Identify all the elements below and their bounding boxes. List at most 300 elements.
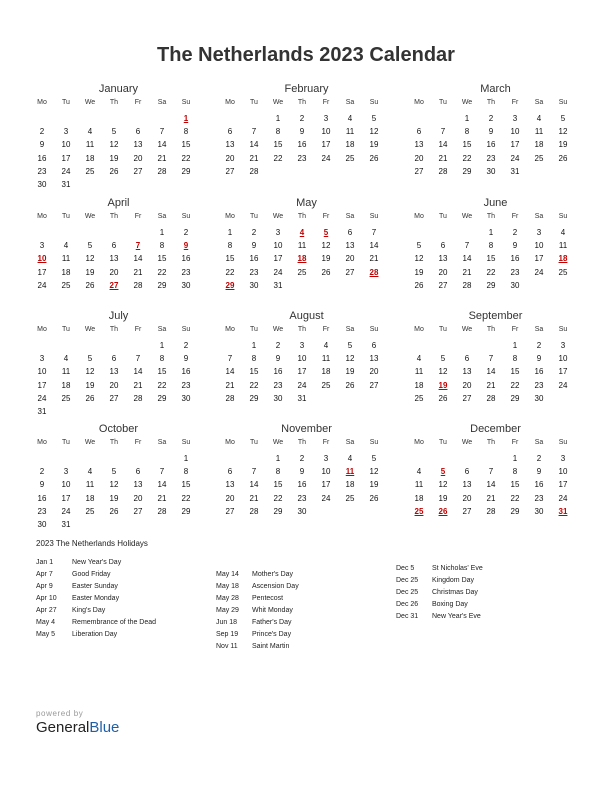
weekday-header: We	[84, 99, 96, 106]
weekday-header: Fr	[511, 99, 519, 106]
day-cell: 5	[87, 241, 93, 251]
day-cell: 20	[133, 493, 143, 503]
day-cell: 11	[534, 127, 544, 137]
day-cell: 21	[462, 267, 472, 277]
holiday-column	[36, 559, 211, 643]
holiday-date: Apr 7	[36, 571, 53, 578]
holiday-row	[396, 613, 571, 625]
day-cell: 1	[159, 228, 165, 237]
day-cell: 10	[273, 241, 283, 251]
day-cell: 27	[414, 166, 424, 176]
day-cell: 4	[87, 467, 93, 477]
holiday-day: 28	[369, 267, 379, 277]
day-cell: 11	[61, 367, 71, 377]
day-cell: 15	[181, 140, 191, 150]
day-cell: 17	[558, 367, 568, 377]
day-cell: 16	[37, 493, 47, 503]
holiday-day: 26	[438, 506, 448, 516]
day-cell: 9	[536, 467, 542, 477]
weekday-header: Fr	[134, 326, 142, 333]
day-cell: 15	[510, 480, 520, 490]
day-cell: 25	[345, 493, 355, 503]
day-cell: 4	[347, 454, 353, 463]
holiday-date: Apr 9	[36, 583, 53, 590]
day-cell: 8	[159, 354, 165, 364]
day-cell: 15	[157, 367, 167, 377]
day-cell: 10	[61, 140, 71, 150]
day-cell: 9	[39, 480, 45, 490]
day-cell: 23	[534, 380, 544, 390]
holiday-row	[396, 601, 571, 613]
weekday-header: Sa	[534, 439, 544, 446]
day-cell: 31	[297, 393, 307, 403]
weekday-header: Su	[181, 439, 191, 446]
day-cell: 14	[486, 480, 496, 490]
day-cell: 22	[249, 380, 259, 390]
day-cell: 11	[414, 480, 424, 490]
day-cell: 17	[297, 367, 307, 377]
weekday-header: Sa	[157, 99, 167, 106]
day-cell: 4	[63, 354, 69, 364]
holiday-date: May 4	[36, 619, 56, 626]
day-cell: 31	[61, 520, 71, 529]
day-cell: 17	[37, 267, 47, 277]
day-cell: 19	[345, 367, 355, 377]
day-cell: 19	[369, 480, 379, 490]
day-cell: 11	[61, 254, 71, 264]
day-cell: 26	[109, 506, 119, 516]
day-cell: 13	[462, 480, 472, 490]
holiday-row	[36, 559, 211, 571]
holiday-row	[216, 631, 391, 643]
day-cell: 12	[369, 467, 379, 477]
holiday-date: Dec 26	[396, 601, 419, 608]
month-name: June	[483, 197, 508, 209]
day-cell: 26	[109, 166, 119, 176]
day-cell: 21	[249, 153, 259, 163]
day-cell: 16	[181, 367, 191, 377]
day-cell: 22	[462, 153, 472, 163]
day-cell: 16	[181, 254, 191, 264]
day-cell: 11	[85, 480, 95, 490]
holiday-column	[396, 565, 571, 625]
holiday-name: Easter Sunday	[72, 583, 118, 590]
day-cell: 23	[486, 153, 496, 163]
month-name: October	[98, 423, 139, 435]
day-cell: 15	[225, 254, 235, 264]
weekday-header: We	[461, 99, 473, 106]
holiday-day: 29	[225, 280, 235, 290]
weekday-header: We	[461, 213, 473, 220]
holiday-row	[36, 571, 211, 583]
day-cell: 3	[560, 341, 566, 350]
day-cell: 16	[486, 140, 496, 150]
day-cell: 21	[157, 153, 167, 163]
day-cell: 9	[299, 467, 305, 477]
holiday-row	[36, 631, 211, 643]
day-cell: 6	[464, 354, 470, 364]
day-cell: 5	[560, 114, 566, 123]
day-cell: 12	[369, 127, 379, 137]
weekday-header: Tu	[62, 99, 70, 106]
holiday-day: 4	[299, 228, 305, 237]
day-cell: 23	[534, 493, 544, 503]
weekday-header: Th	[297, 99, 307, 106]
day-cell: 25	[85, 166, 95, 176]
day-cell: 20	[133, 153, 143, 163]
day-cell: 3	[323, 114, 329, 123]
holiday-day: 19	[438, 380, 448, 390]
day-cell: 9	[183, 354, 189, 364]
day-cell: 13	[414, 140, 424, 150]
month-name: May	[296, 197, 317, 209]
day-cell: 14	[133, 367, 143, 377]
day-cell: 21	[133, 267, 143, 277]
day-cell: 21	[157, 493, 167, 503]
holiday-date: Jun 18	[216, 619, 238, 626]
weekday-header: Su	[558, 439, 568, 446]
day-cell: 13	[462, 367, 472, 377]
day-cell: 23	[297, 493, 307, 503]
day-cell: 26	[85, 393, 95, 403]
day-cell: 25	[345, 153, 355, 163]
day-cell: 13	[133, 140, 143, 150]
day-cell: 27	[133, 166, 143, 176]
holiday-date: Sep 19	[216, 631, 239, 638]
day-cell: 23	[37, 506, 47, 516]
day-cell: 9	[488, 127, 494, 137]
day-cell: 21	[225, 380, 235, 390]
weekday-header: Su	[181, 213, 191, 220]
day-cell: 24	[37, 280, 47, 290]
holiday-row	[216, 643, 391, 655]
day-cell: 25	[85, 506, 95, 516]
day-cell: 14	[157, 480, 167, 490]
day-cell: 4	[347, 114, 353, 123]
weekday-header: Su	[369, 326, 379, 333]
day-cell: 2	[39, 467, 45, 477]
month-name: April	[107, 197, 130, 209]
day-cell: 13	[438, 254, 448, 264]
holiday-row	[36, 607, 211, 619]
day-cell: 21	[133, 380, 143, 390]
day-cell: 11	[297, 241, 307, 251]
day-cell: 29	[486, 280, 496, 290]
day-cell: 22	[273, 493, 283, 503]
day-cell: 30	[37, 180, 47, 189]
month-june	[413, 197, 578, 305]
day-cell: 15	[273, 480, 283, 490]
day-cell: 13	[369, 354, 379, 364]
day-cell: 15	[462, 140, 472, 150]
day-cell: 17	[558, 480, 568, 490]
weekday-header: Th	[486, 99, 496, 106]
day-cell: 29	[157, 393, 167, 403]
day-cell: 28	[133, 393, 143, 403]
day-cell: 29	[510, 393, 520, 403]
day-cell: 12	[85, 254, 95, 264]
day-cell: 20	[225, 153, 235, 163]
holiday-name: Easter Monday	[72, 595, 120, 602]
logo-powered-text: powered by	[36, 709, 84, 718]
day-cell: 20	[109, 267, 119, 277]
day-cell: 10	[510, 127, 520, 137]
month-name: July	[108, 310, 129, 322]
weekday-header: Th	[109, 213, 119, 220]
holiday-date: Apr 10	[36, 595, 57, 602]
holiday-row	[216, 595, 391, 607]
holiday-date: Jan 1	[36, 559, 54, 566]
holiday-date: Dec 25	[396, 577, 419, 584]
day-cell: 18	[321, 367, 331, 377]
holiday-day: 5	[323, 228, 329, 237]
day-cell: 25	[321, 380, 331, 390]
holiday-name: Mother's Day	[252, 571, 294, 578]
day-cell: 13	[345, 241, 355, 251]
logo-brand	[36, 719, 119, 736]
day-cell: 12	[558, 127, 568, 137]
day-cell: 16	[273, 367, 283, 377]
day-cell: 25	[61, 393, 71, 403]
day-cell: 7	[488, 467, 494, 477]
day-cell: 19	[369, 140, 379, 150]
day-cell: 8	[275, 127, 281, 137]
day-cell: 15	[273, 140, 283, 150]
weekday-header: Tu	[439, 439, 447, 446]
day-cell: 17	[321, 480, 331, 490]
holiday-date: May 5	[36, 631, 56, 638]
day-cell: 10	[297, 354, 307, 364]
day-cell: 18	[345, 480, 355, 490]
holiday-name: Whit Monday	[252, 607, 293, 614]
day-cell: 8	[275, 467, 281, 477]
day-cell: 17	[37, 380, 47, 390]
day-cell: 16	[37, 153, 47, 163]
day-cell: 30	[534, 506, 544, 516]
day-cell: 24	[61, 166, 71, 176]
day-cell: 23	[297, 153, 307, 163]
day-cell: 28	[438, 166, 448, 176]
holiday-name: Saint Martin	[252, 643, 290, 650]
day-cell: 30	[249, 280, 259, 290]
day-cell: 17	[321, 140, 331, 150]
day-cell: 8	[464, 127, 470, 137]
month-february	[224, 83, 389, 191]
day-cell: 30	[297, 506, 307, 516]
day-cell: 6	[135, 467, 141, 477]
day-cell: 14	[225, 367, 235, 377]
day-cell: 25	[558, 267, 568, 277]
weekday-header: We	[272, 439, 284, 446]
day-cell: 7	[440, 127, 446, 137]
day-cell: 7	[159, 127, 165, 137]
day-cell: 9	[512, 241, 518, 251]
day-cell: 21	[438, 153, 448, 163]
holiday-row	[216, 583, 391, 595]
holiday-name: Good Friday	[72, 571, 111, 578]
weekday-header: Th	[109, 99, 119, 106]
weekday-header: Su	[369, 99, 379, 106]
day-cell: 29	[249, 393, 259, 403]
weekday-header: Th	[297, 439, 307, 446]
weekday-header: Tu	[62, 326, 70, 333]
holiday-day: 5	[440, 467, 446, 477]
weekday-header: Tu	[62, 439, 70, 446]
day-cell: 7	[251, 127, 257, 137]
day-cell: 18	[85, 493, 95, 503]
day-cell: 18	[345, 140, 355, 150]
day-cell: 8	[488, 241, 494, 251]
day-cell: 18	[61, 267, 71, 277]
day-cell: 2	[183, 228, 189, 237]
day-cell: 14	[249, 480, 259, 490]
holiday-name: Pentecost	[252, 595, 284, 602]
day-cell: 14	[462, 254, 472, 264]
weekday-header: Tu	[250, 99, 258, 106]
day-cell: 1	[251, 341, 257, 350]
day-cell: 4	[416, 354, 422, 364]
holiday-day: 27	[109, 280, 119, 290]
holiday-date: May 29	[216, 607, 239, 614]
day-cell: 5	[440, 354, 446, 364]
weekday-header: Fr	[511, 213, 519, 220]
holiday-date: Dec 25	[396, 589, 419, 596]
day-cell: 6	[111, 241, 117, 251]
weekday-header: Fr	[322, 99, 330, 106]
weekday-header: Mo	[37, 99, 47, 106]
weekday-header: Mo	[414, 439, 424, 446]
weekday-header: Tu	[439, 213, 447, 220]
day-cell: 2	[275, 341, 281, 350]
day-cell: 5	[111, 467, 117, 477]
day-cell: 24	[321, 153, 331, 163]
weekday-header: Su	[369, 439, 379, 446]
weekday-header: We	[84, 213, 96, 220]
weekday-header: Fr	[322, 213, 330, 220]
day-cell: 27	[462, 393, 472, 403]
day-cell: 7	[135, 354, 141, 364]
holiday-row	[396, 589, 571, 601]
weekday-header: Su	[558, 213, 568, 220]
day-cell: 1	[488, 228, 494, 237]
day-cell: 24	[558, 380, 568, 390]
holiday-row	[36, 595, 211, 607]
holiday-name: Remembrance of the Dead	[72, 619, 157, 626]
day-cell: 2	[488, 114, 494, 123]
day-cell: 12	[321, 241, 331, 251]
day-cell: 14	[369, 241, 379, 251]
day-cell: 28	[462, 280, 472, 290]
day-cell: 19	[85, 267, 95, 277]
day-cell: 6	[371, 341, 377, 350]
weekday-header: Mo	[414, 213, 424, 220]
day-cell: 31	[510, 166, 520, 176]
holiday-date: May 14	[216, 571, 239, 578]
weekday-header: We	[272, 326, 284, 333]
day-cell: 3	[560, 454, 566, 463]
day-cell: 1	[227, 228, 233, 237]
day-cell: 18	[414, 493, 424, 503]
day-cell: 22	[510, 493, 520, 503]
day-cell: 19	[109, 153, 119, 163]
weekday-header: Su	[558, 326, 568, 333]
weekday-header: Mo	[37, 326, 47, 333]
holiday-day: 18	[297, 254, 307, 264]
day-cell: 6	[440, 241, 446, 251]
day-cell: 29	[157, 280, 167, 290]
day-cell: 4	[536, 114, 542, 123]
day-cell: 2	[512, 228, 518, 237]
holiday-day: 1	[183, 114, 189, 123]
weekday-header: Th	[109, 439, 119, 446]
day-cell: 11	[321, 354, 331, 364]
day-cell: 17	[534, 254, 544, 264]
weekday-header: Tu	[439, 326, 447, 333]
weekday-header: Fr	[322, 326, 330, 333]
day-cell: 17	[273, 254, 283, 264]
weekday-header: Sa	[345, 439, 355, 446]
day-cell: 30	[510, 280, 520, 290]
day-cell: 20	[109, 380, 119, 390]
weekday-header: Mo	[225, 99, 235, 106]
day-cell: 22	[225, 267, 235, 277]
month-november	[224, 423, 389, 531]
day-cell: 1	[464, 114, 470, 123]
holiday-name: Father's Day	[252, 619, 292, 626]
day-cell: 7	[371, 228, 377, 237]
day-cell: 29	[510, 506, 520, 516]
day-cell: 13	[133, 480, 143, 490]
day-cell: 11	[345, 127, 355, 137]
day-cell: 3	[39, 241, 45, 251]
month-name: November	[281, 423, 332, 435]
day-cell: 22	[157, 267, 167, 277]
day-cell: 15	[181, 480, 191, 490]
day-cell: 1	[275, 114, 281, 123]
holiday-name: Prince's Day	[252, 631, 292, 638]
day-cell: 9	[275, 354, 281, 364]
day-cell: 6	[227, 127, 233, 137]
day-cell: 17	[61, 153, 71, 163]
holiday-day: 11	[345, 467, 355, 477]
weekday-header: Fr	[511, 439, 519, 446]
holiday-row	[216, 571, 391, 583]
weekday-header: We	[272, 99, 284, 106]
holiday-name: Christmas Day	[432, 589, 478, 596]
weekday-header: Th	[486, 213, 496, 220]
day-cell: 2	[299, 114, 305, 123]
page-title: The Netherlands 2023 Calendar	[157, 44, 455, 66]
day-cell: 26	[345, 380, 355, 390]
month-name: September	[468, 310, 523, 322]
day-cell: 22	[273, 153, 283, 163]
weekday-header: Sa	[157, 439, 167, 446]
weekday-header: Sa	[534, 326, 544, 333]
day-cell: 15	[486, 254, 496, 264]
day-cell: 3	[39, 354, 45, 364]
day-cell: 31	[37, 407, 47, 416]
day-cell: 23	[181, 267, 191, 277]
day-cell: 29	[181, 166, 191, 176]
holiday-date: Nov 11	[216, 643, 238, 650]
day-cell: 28	[486, 393, 496, 403]
weekday-header: Th	[297, 326, 307, 333]
day-cell: 19	[438, 493, 448, 503]
day-cell: 30	[181, 280, 191, 290]
holiday-name: Kingdom Day	[432, 577, 475, 584]
day-cell: 8	[227, 241, 233, 251]
day-cell: 5	[416, 241, 422, 251]
